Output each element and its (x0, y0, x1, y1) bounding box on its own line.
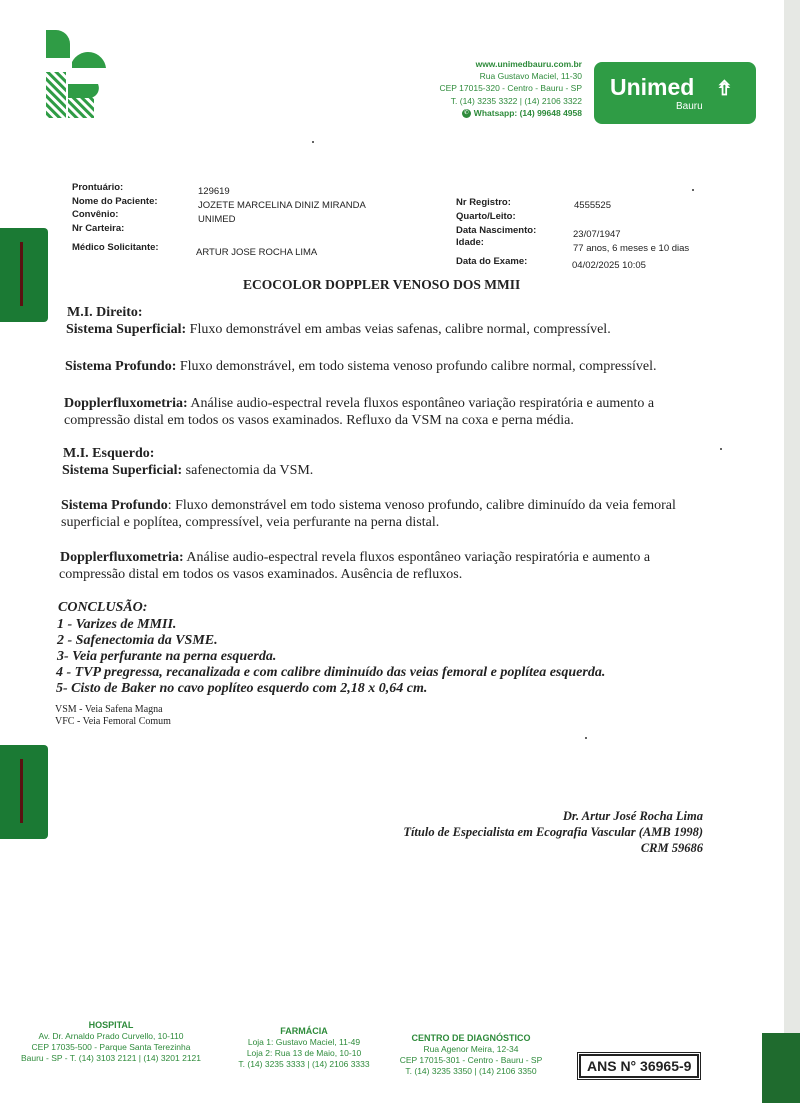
binder-clip (20, 759, 23, 823)
centro-title: CENTRO DE DIAGNÓSTICO (411, 1033, 531, 1043)
conclusion-item: 2 - Safenectomia da VSME. (57, 633, 218, 648)
binder-clip (20, 242, 23, 306)
header-contact (420, 58, 582, 119)
farmacia-line: Loja 2: Rua 13 de Maio, 10-10 (246, 1048, 362, 1058)
unimed-logo-icon (42, 26, 108, 122)
abbr-vsm: VSM - Veia Safena Magna (55, 704, 163, 715)
farmacia-line: T. (14) 3235 3333 | (14) 2106 3333 (238, 1059, 370, 1069)
medico-value: ARTUR JOSE ROCHA LIMA (196, 247, 318, 258)
hospital-title: HOSPITAL (88, 1020, 134, 1030)
header-whatsapp: Whatsapp: (14) 99648 4958 (473, 107, 582, 118)
direito-doppler-cont: compressão distal em todos os vasos examinados. Refluxo da VSM na coxa e perna média. (64, 413, 574, 428)
exame-label: Data do Exame: (456, 256, 528, 267)
nascimento-value: 23/07/1947 (573, 229, 621, 240)
nome-value: JOZETE MARCELINA DINIZ MIRANDA (198, 200, 366, 211)
whatsapp-icon: ✆ (463, 110, 469, 117)
exame-value: 04/02/2025 10:05 (572, 260, 646, 271)
scan-speck (692, 189, 694, 191)
header-cep: CEP 17015-320 - Centro - Bauru - SP (439, 83, 582, 94)
header-phone: T. (14) 3235 3322 | (14) 2106 3322 (450, 95, 582, 106)
registro-value: 4555525 (574, 200, 611, 211)
conclusion-item: 3- Veia perfurante na perna esquerda. (57, 649, 277, 664)
direito-profundo: Sistema Profundo: Fluxo demonstrável, em todo sistema venoso profundo calibre normal, compressível. (65, 359, 657, 374)
convenio-label: Convênio: (72, 209, 119, 220)
convenio-value: UNIMED (198, 214, 236, 225)
esquerdo-heading: M.I. Esquerdo: (63, 446, 155, 461)
registro-label: Nr Registro: (456, 197, 511, 208)
carteira-label: Nr Carteira: (72, 223, 125, 234)
hospital-line: CEP 17035-500 - Parque Santa Terezinha (31, 1042, 191, 1052)
scan-speck (720, 448, 722, 450)
unimed-brand-box (594, 62, 756, 124)
direito-superficial: Sistema Superficial: Fluxo demonstrável em ambas veias safenas, calibre normal, compressível. (66, 322, 611, 337)
idade-label: Idade: (456, 237, 484, 248)
signature-block (343, 808, 703, 856)
prontuario-label: Prontuário: (72, 182, 124, 193)
ans-registration: ANS N° 36965-9 (579, 1054, 699, 1078)
centro-line: Rua Agenor Meira, 12-34 (423, 1044, 519, 1054)
esquerdo-profundo-cont: superficial e poplítea, compressível, veia perfurante na perna distal. (61, 515, 440, 530)
abbr-vfc: VFC - Veia Femoral Comum (55, 716, 171, 727)
nascimento-label: Data Nascimento: (456, 225, 537, 236)
conclusion-heading: CONCLUSÃO: (58, 600, 148, 615)
binder-tab-bottom (0, 745, 48, 839)
footer-farmacia (230, 1026, 378, 1070)
quarto-label: Quarto/Leito: (456, 211, 516, 222)
website-link[interactable]: www.unimedbauru.com.br (475, 59, 582, 69)
conclusion-item: 4 - TVP pregressa, recanalizada e com calibre diminuído das veias femoral e poplítea esquerda. (56, 665, 606, 680)
esquerdo-doppler-cont: compressão distal em todos os vasos examinados. Ausência de refluxos. (59, 567, 463, 582)
signature-crm: CRM 59686 (640, 841, 703, 855)
scan-speck (585, 737, 587, 739)
footer-centro (390, 1033, 552, 1077)
esquerdo-superficial: Sistema Superficial: safenectomia da VSM. (62, 463, 314, 478)
esquerdo-doppler: Dopplerfluxometria: Análise audio-espectral revela fluxos espontâneo variação respiratória e aumento a (60, 550, 651, 565)
hospital-line: Av. Dr. Arnaldo Prado Curvello, 10-110 (38, 1031, 184, 1041)
direito-doppler: Dopplerfluxometria: Análise audio-espectral revela fluxos espontâneo variação respiratória e aumento a (64, 396, 655, 411)
header-address: Rua Gustavo Maciel, 11-30 (479, 71, 582, 82)
conclusion-item: 1 - Varizes de MMII. (57, 617, 177, 632)
binder-tab-top (0, 228, 48, 322)
centro-line: CEP 17015-301 - Centro - Bauru - SP (399, 1055, 543, 1065)
unimed-mark-icon: ⇮ (716, 78, 733, 100)
brand-city: Bauru (676, 101, 703, 112)
folder-corner (762, 1033, 800, 1103)
brand-name: Unimed (610, 74, 695, 100)
idade-value: 77 anos, 6 meses e 10 dias (573, 243, 690, 254)
conclusion-item: 5- Cisto de Baker no cavo poplíteo esquerdo com 2,18 x 0,64 cm. (56, 681, 428, 696)
farmacia-line: Loja 1: Gustavo Maciel, 11-49 (247, 1037, 361, 1047)
signature-name: Dr. Artur José Rocha Lima (562, 809, 703, 823)
centro-line: T. (14) 3235 3350 | (14) 2106 3350 (405, 1066, 537, 1076)
scan-speck (312, 141, 314, 143)
exam-title: ECOCOLOR DOPPLER VENOSO DOS MMII (243, 277, 521, 292)
esquerdo-profundo: Sistema Profundo: Fluxo demonstrável em todo sistema venoso profundo, calibre diminuído da veia femoral (61, 498, 676, 513)
footer-hospital (14, 1020, 208, 1064)
page-edge (784, 0, 800, 1103)
hospital-line: Bauru - SP - T. (14) 3103 2121 | (14) 3201 2121 (20, 1053, 202, 1063)
medico-label: Médico Solicitante: (72, 242, 159, 253)
prontuario-value: 129619 (198, 186, 230, 197)
nome-label: Nome do Paciente: (72, 196, 158, 207)
signature-title: Título de Especialista em Ecografia Vascular (AMB 1998) (403, 825, 703, 839)
farmacia-title: FARMÁCIA (280, 1026, 328, 1036)
direito-heading: M.I. Direito: (67, 305, 143, 320)
